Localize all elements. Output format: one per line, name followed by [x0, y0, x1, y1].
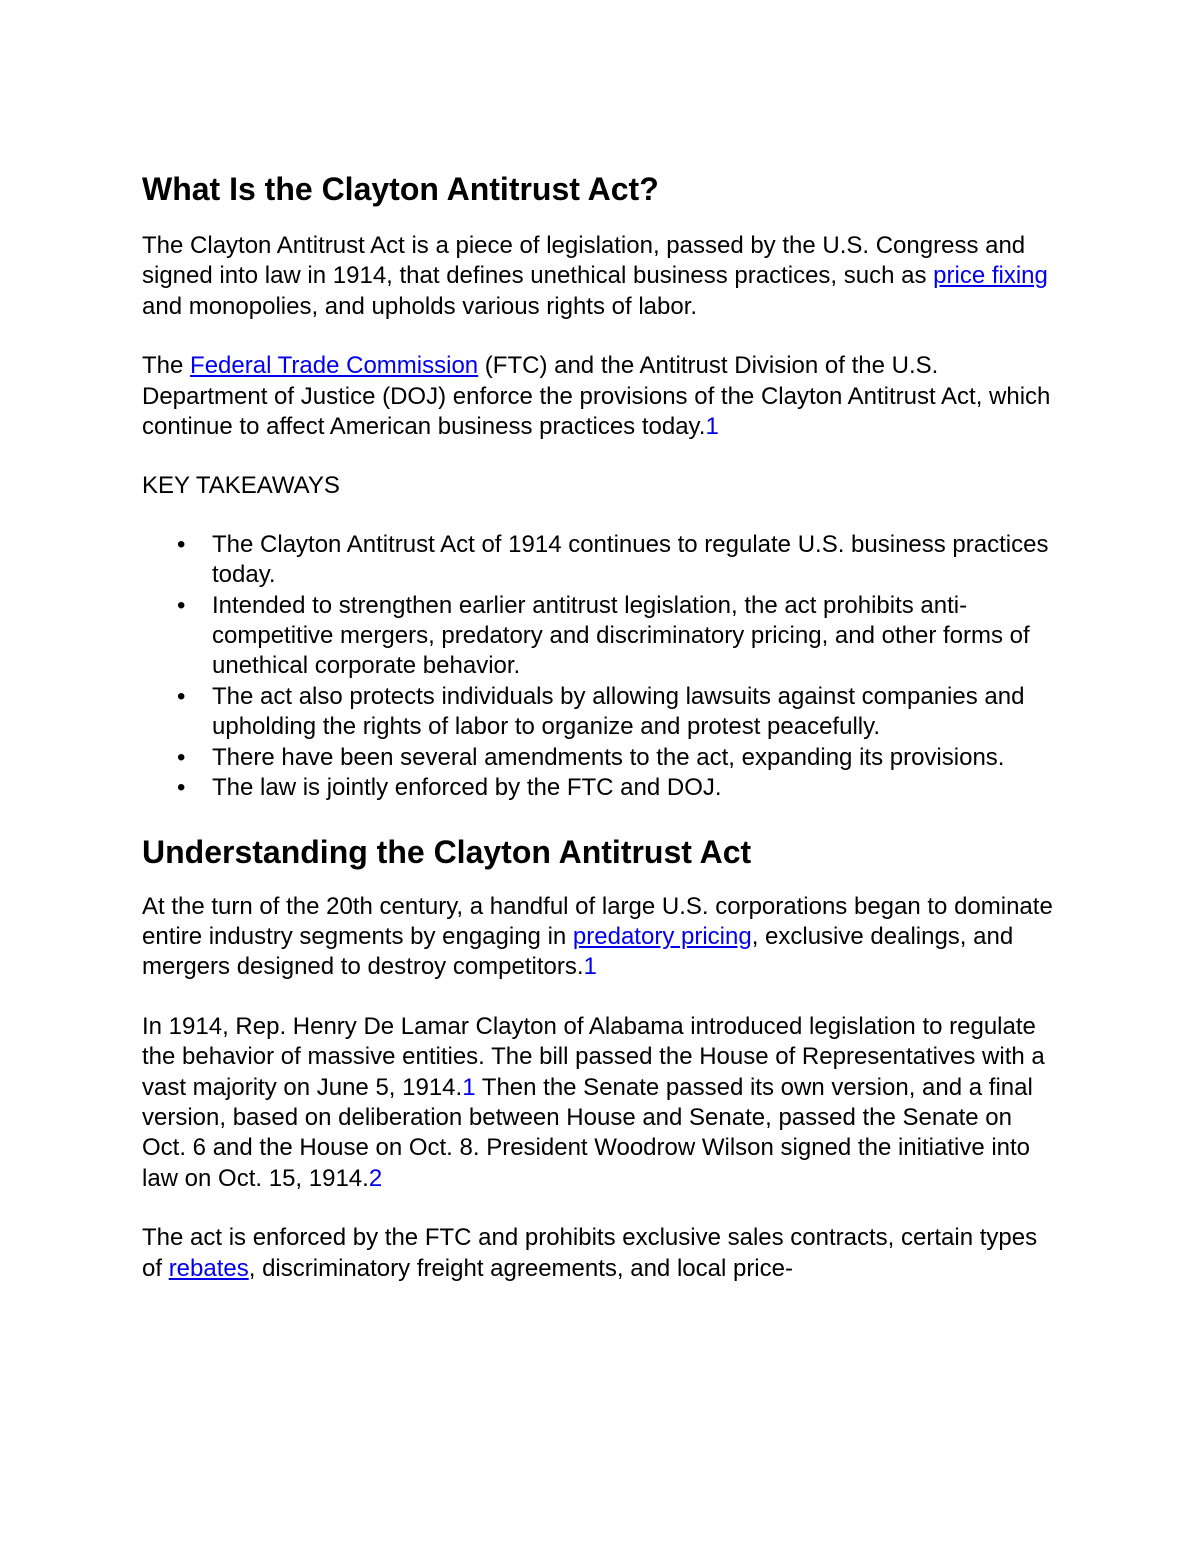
enforcement-text-after: (FTC) and the Antitrust Division of the U.S. Department of Justice (DOJ) enforce the provisions of the Clayton Antitrust Act, which continue to affect American business practices today.: [142, 352, 1051, 441]
enforcement-detail-after: , discriminatory freight agreements, and local price-: [248, 1254, 793, 1282]
takeaway-item: [177, 773, 1062, 803]
history-text-after: , exclusive dealings, and mergers designed to destroy competitors.: [142, 922, 1014, 981]
enforcement-text-before: The: [142, 352, 191, 380]
takeaway-item: [177, 682, 1062, 743]
key-takeaways-label: KEY TAKEAWAYS: [142, 472, 340, 500]
rebates-link[interactable]: rebates: [168, 1254, 249, 1282]
legislation-paragraph: [142, 1012, 1062, 1194]
takeaway-text: The act also protects individuals by allowing lawsuits against companies and upholding the rights of labor to organize and protest peacefully.: [212, 682, 1025, 741]
takeaway-text: There have been several amendments to the act, expanding its provisions.: [212, 743, 1005, 771]
takeaway-item: [177, 743, 1062, 773]
footnote-ref-1[interactable]: 1: [462, 1073, 476, 1101]
footnote-ref-2[interactable]: 2: [368, 1164, 383, 1192]
history-text-before: At the turn of the 20th century, a handful of large U.S. corporations began to dominate entire industry segments by engaging in: [142, 892, 1053, 950]
page-title: What Is the Clayton Antitrust Act?: [142, 171, 659, 207]
federal-trade-commission-link[interactable]: Federal Trade Commission: [190, 352, 479, 380]
bullet-icon: •: [177, 591, 186, 619]
takeaway-item: [177, 591, 1062, 682]
key-takeaways-list: [142, 530, 1062, 804]
intro-text-after: and monopolies, and upholds various rights of labor.: [142, 292, 698, 320]
bullet-icon: •: [177, 530, 186, 558]
legislation-text-part2: Then the Senate passed its own version, and a final version, based on deliberation between House and Senate, passed the Senate on Oct. 6 and the House on Oct. 8. President Woodrow Wilson signed the initiative into law on Oct. 15, 1914.: [142, 1073, 1033, 1192]
history-paragraph: [142, 892, 1062, 983]
intro-paragraph: [142, 231, 1062, 322]
enforcement-paragraph: [142, 351, 1062, 442]
takeaway-text: The law is jointly enforced by the FTC and DOJ.: [212, 774, 722, 802]
bullet-icon: •: [177, 774, 186, 802]
legislation-text-part1: In 1914, Rep. Henry De Lamar Clayton of Alabama introduced legislation to regulate the behavior of massive entities. The bill passed the House of Representatives with a vast majority on June 5, 1914.: [142, 1012, 1045, 1101]
takeaway-item: [177, 530, 1062, 591]
takeaway-text: The Clayton Antitrust Act of 1914 continues to regulate U.S. business practices today.: [212, 530, 1049, 589]
section-heading: Understanding the Clayton Antitrust Act: [142, 833, 752, 870]
enforcement-detail-before: The act is enforced by the FTC and prohibits exclusive sales contracts, certain types of: [142, 1224, 1038, 1282]
footnote-ref-1[interactable]: 1: [705, 413, 719, 441]
bullet-icon: •: [177, 743, 186, 771]
document-page: [142, 167, 1062, 1313]
predatory-pricing-link[interactable]: predatory pricing: [572, 922, 752, 950]
takeaway-text: Intended to strengthen earlier antitrust legislation, the act prohibits anti-competitive mergers, predatory and discriminatory pricing, and other forms of unethical corporate behavior.: [212, 591, 1030, 680]
price-fixing-link[interactable]: price fixing: [933, 262, 1048, 290]
enforcement-detail-paragraph: [142, 1223, 1062, 1284]
footnote-ref-1[interactable]: 1: [583, 953, 597, 981]
bullet-icon: •: [177, 682, 186, 710]
intro-text-before: The Clayton Antitrust Act is a piece of legislation, passed by the U.S. Congress and signed into law in 1914, that defines unethical business practices, such as: [142, 232, 1026, 290]
